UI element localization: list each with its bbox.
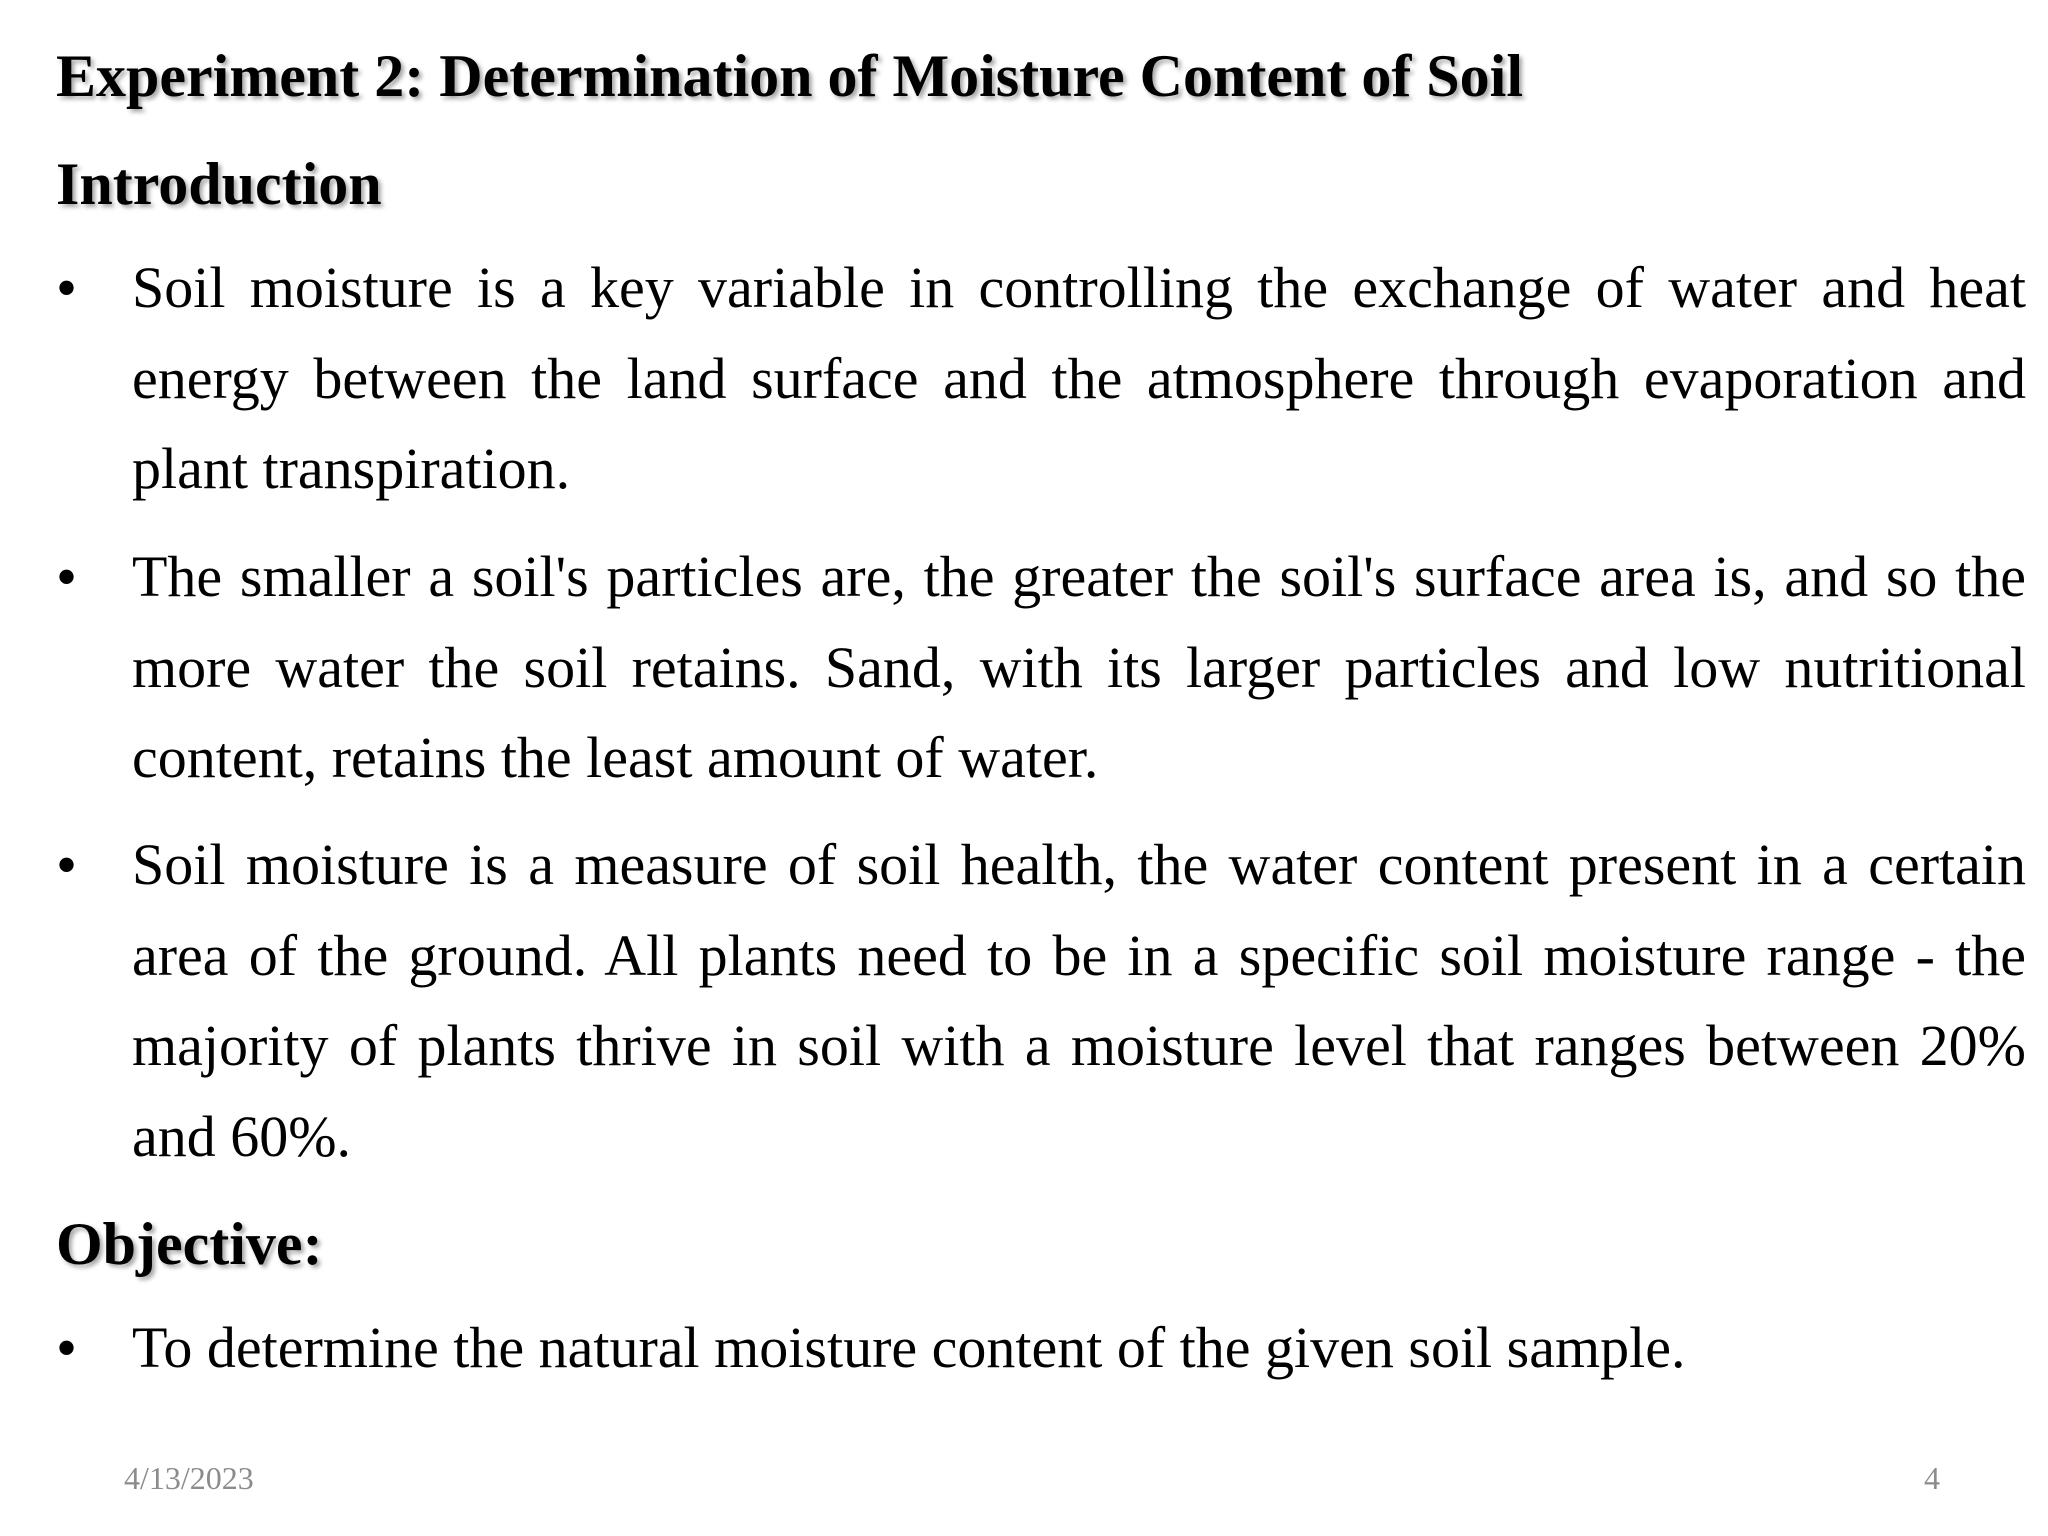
introduction-bullet-3 xyxy=(56,820,2026,1182)
bullet-text: Soil moisture is a measure of soil health, the water content present in a certain area of the ground. All plants need to be in a specific soil moisture range - the majority of plants thrive in soil with a moisture level that ranges between 20% and 60%. xyxy=(132,832,2026,1169)
objective-heading: Objective: xyxy=(56,1211,323,1277)
bullet-icon: • xyxy=(56,255,78,321)
bullet-icon: • xyxy=(56,1315,78,1381)
bullet-text: To determine the natural moisture content of the given soil sample. xyxy=(132,1315,1686,1380)
footer-date: 4/13/2023 xyxy=(124,1460,254,1496)
introduction-heading: Introduction xyxy=(56,151,382,217)
footer-page-number: 4 xyxy=(1924,1460,1940,1496)
bullet-icon: • xyxy=(56,544,78,610)
bullet-icon: • xyxy=(56,832,78,898)
slide-title: Experiment 2: Determination of Moisture Content of Soil xyxy=(56,43,1524,109)
objective-bullet-1 xyxy=(56,1303,2026,1394)
introduction-bullet-1 xyxy=(56,243,2026,515)
bullet-text: The smaller a soil's particles are, the greater the soil's surface area is, and so the more water the soil retains. Sand, with its larger particles and low nutritional content, retains the least amount of water. xyxy=(132,544,2026,790)
bullet-text: Soil moisture is a key variable in controlling the exchange of water and heat energy between the land surface and the atmosphere through evaporation and plant transpiration. xyxy=(132,255,2026,501)
introduction-bullet-2 xyxy=(56,532,2026,804)
